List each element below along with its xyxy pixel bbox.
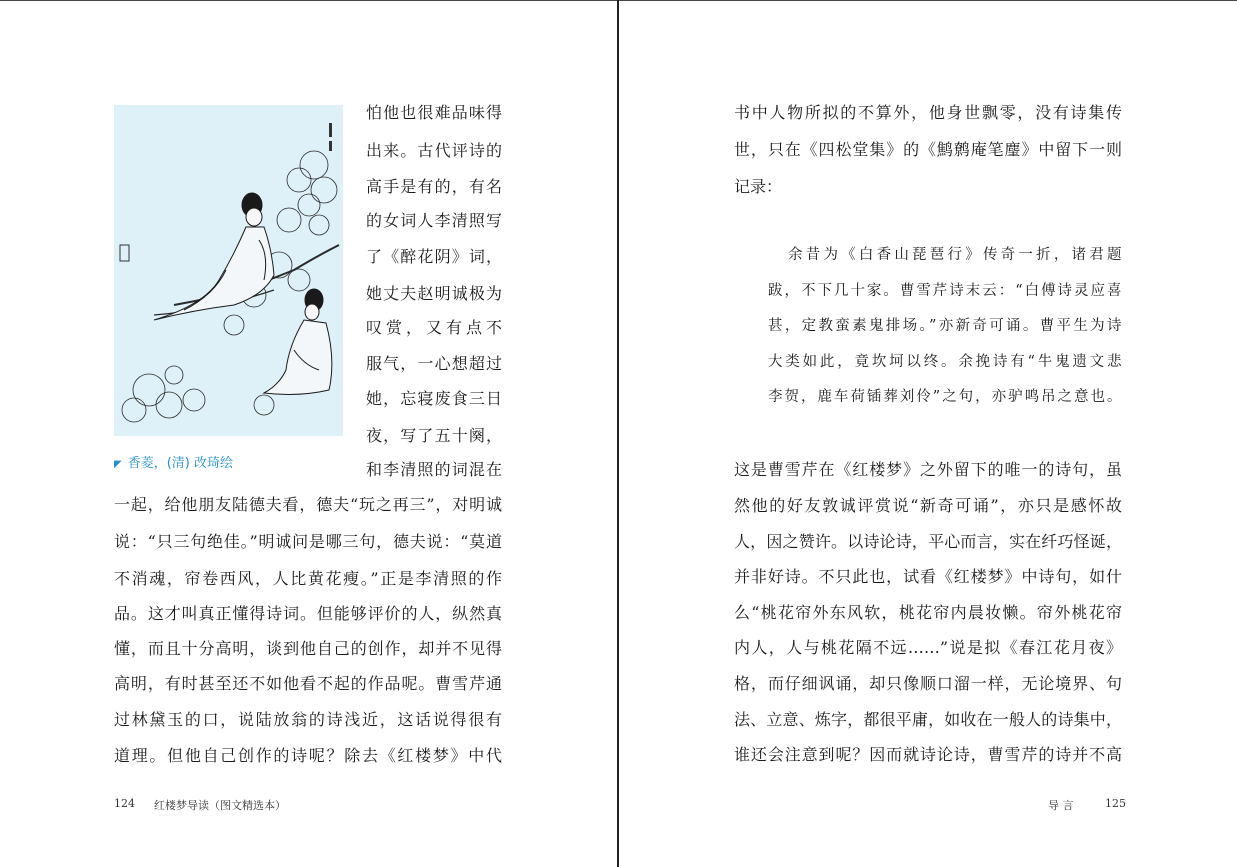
caption-text: 香菱，(清) 改琦绘 (127, 456, 233, 471)
page-number: 124 (114, 797, 135, 810)
quote-line: 李贺，鹿车荷锸葬刘伶”之句，亦驴鸣吊之意也。 (768, 389, 1122, 405)
text-line: 夜，写了五十阕， (366, 426, 502, 445)
quote-line: 跋，不下几十家。曹雪芹诗末云：“白傅诗灵应喜 (768, 283, 1122, 299)
caption-marker-icon: ◤ (114, 459, 122, 470)
text-line: 记录： (734, 177, 783, 196)
running-title: 红楼梦导读（图文精选本） (154, 799, 286, 812)
text-line: 过林黛玉的口，说陆放翁的诗浅近，这话说得很有 (114, 710, 502, 729)
text-line: 内人，人与桃花隔不远……”说是拟《春江花月夜》 (734, 638, 1122, 657)
text-line: 叹赏，又有点不 (366, 318, 502, 337)
text-line: 服气，一心想超过 (366, 354, 502, 373)
text-line: 谁还会注意到呢？因而就诗论诗，曹雪芹的诗并不高 (734, 745, 1122, 764)
quote-line: 甚，定教蛮素鬼排场。”亦新奇可诵。曹平生为诗 (768, 318, 1122, 334)
text-line: 不消魂，帘卷西风，人比黄花瘦。”正是李清照的作 (114, 569, 502, 588)
text-line: 人，因之赞许。以诗论诗，平心而言，实在纤巧怪诞， (734, 532, 1122, 551)
text-line: 格，而仔细讽诵，却只像顺口溜一样，无论境界、句 (734, 674, 1122, 693)
quote-line: 大类如此，竟坎坷以终。余挽诗有“牛鬼遗文悲 (768, 354, 1122, 370)
text-line: 这是曹雪芹在《红楼梦》之外留下的唯一的诗句，虽 (734, 460, 1122, 479)
text-line: 品。这才叫真正懂得诗词。但能够评价的人，纵然真 (114, 604, 502, 623)
text-line: 高明，有时甚至还不如他看不起的作品呢。曹雪芹通 (114, 674, 502, 693)
text-line: 高手是有的，有名 (366, 177, 502, 196)
text-line: 懂，而且十分高明，谈到他自己的创作，却并不见得 (114, 639, 502, 658)
text-line: 并非好诗。不只此也，试看《红楼梦》中诗句，如什 (734, 567, 1122, 586)
left-page (0, 0, 618, 867)
text-line: 然他的好友敦诚评赏说“新奇可诵”，亦只是感怀故 (734, 496, 1122, 515)
text-line: 道理。但他自己创作的诗呢？除去《红楼梦》中代 (114, 746, 502, 765)
text-line: 她丈夫赵明诚极为 (366, 284, 502, 303)
text-line: 她，忘寝废食三日 (366, 389, 502, 408)
text-line: 一起，给他朋友陆德夫看，德夫“玩之再三”，对明诚 (114, 495, 502, 514)
text-line: 世，只在《四松堂集》的《鹪鹩庵笔麈》中留下一则 (734, 140, 1122, 159)
page-number: 125 (1105, 797, 1126, 810)
quote-line: 余昔为《白香山琵琶行》传奇一折，诸君题 (788, 247, 1122, 263)
text-line: 书中人物所拟的不算外，他身世飘零，没有诗集传 (734, 103, 1122, 122)
figure-caption (114, 452, 233, 471)
text-line: 的女词人李清照写 (366, 211, 502, 230)
running-title: 导 言 (1048, 799, 1074, 812)
text-line: 么“桃花帘外东风软，桃花帘内晨妆懒。帘外桃花帘 (734, 603, 1122, 622)
text-line: 法、立意、炼字，都很平庸，如收在一般人的诗集中， (734, 710, 1122, 729)
text-line: 了《醉花阴》词， (366, 247, 502, 266)
text-line: 和李清照的词混在 (366, 460, 502, 479)
text-line: 怕他也很难品味得 (366, 103, 502, 122)
ink-drawing-illustration (114, 105, 343, 436)
text-line: 说：“只三句绝佳。”明诚问是哪三句，德夫说：“莫道 (114, 532, 502, 551)
text-line: 出来。古代评诗的 (366, 141, 502, 160)
illustration-xiangling (114, 105, 343, 436)
